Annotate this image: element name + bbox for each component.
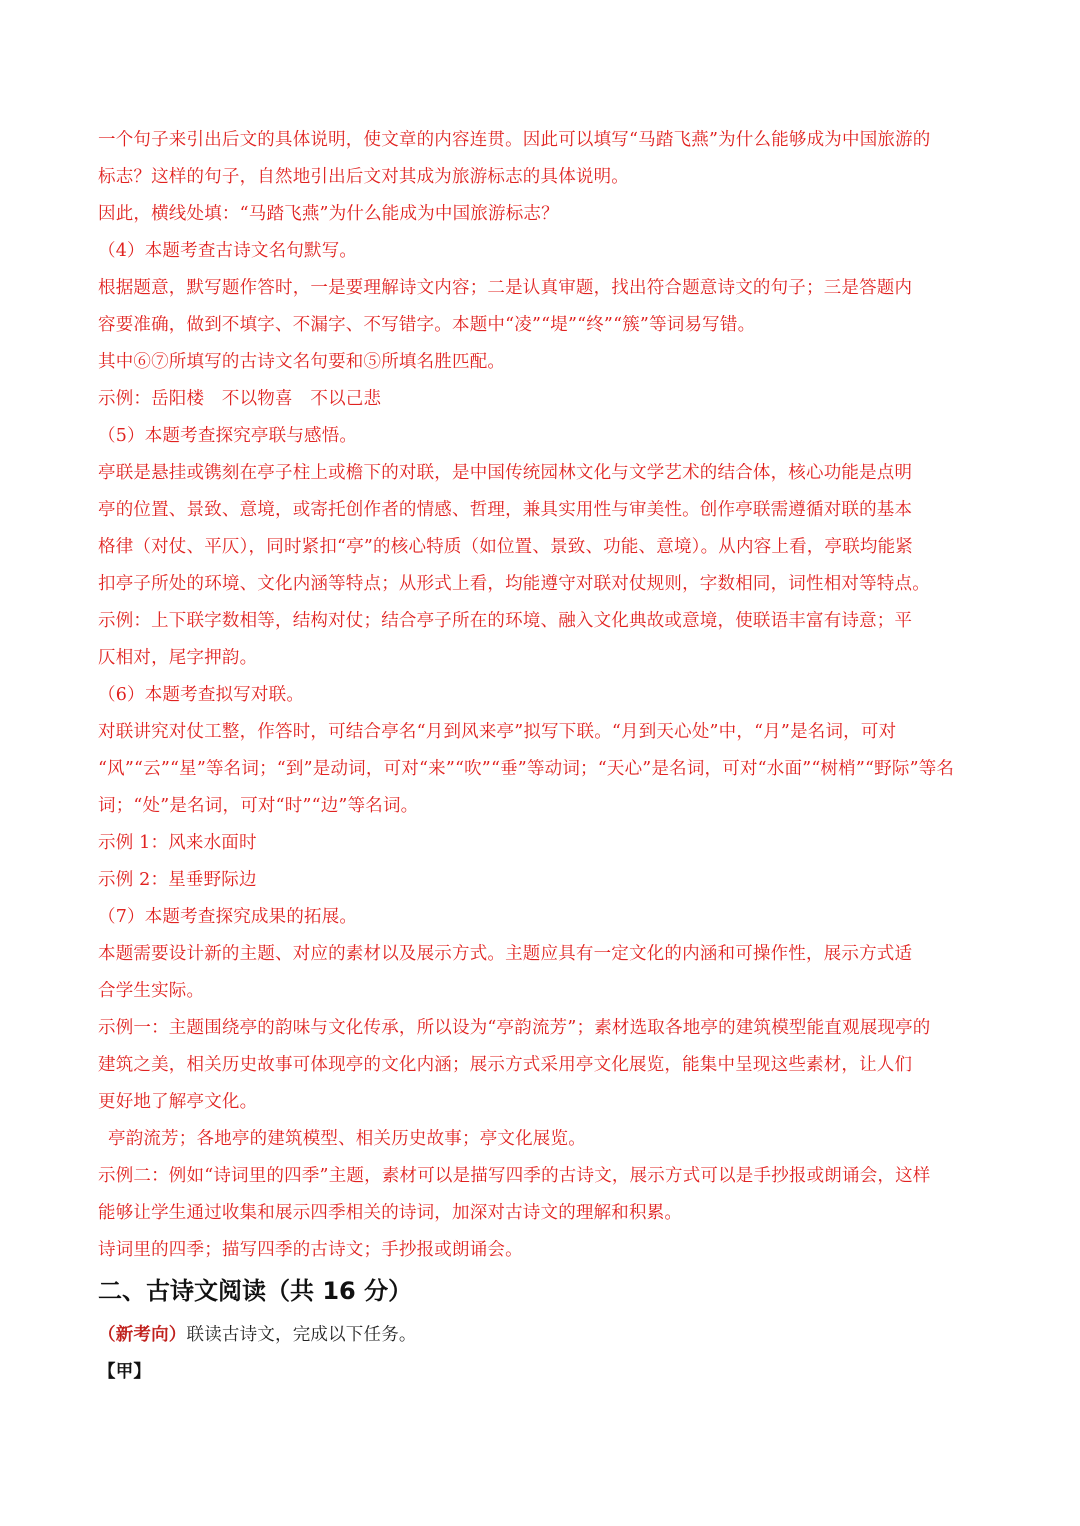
answer-line-27: 更好地了解亭文化。 [98,1092,258,1112]
answer-line-5: 根据题意，默写题作答时，一是要理解诗文内容；二是认真审题，找出符合题意诗文的句子；三是答题内 [98,278,913,298]
sub-question-6-heading: （6）本题考查拟写对联。 [98,685,305,705]
answer-line-13: 扣亭子所处的环境、文化内涵等特点；从形式上看，均能遵守对联对仗规则，字数相同，词性相对等特点。 [98,574,930,594]
answer-line-6: 容要准确，做到不填字、不漏字、不写错字。本题中“凌”“堤”“终”“簇”等词易写错。 [98,315,756,335]
passage-label-jia: 【甲】 [98,1362,152,1382]
answer-line-8: 示例：岳阳楼 不以物喜 不以己悲 [98,389,382,409]
section-instruction: 联读古诗文，完成以下任务。 [186,1325,417,1345]
document-content [98,122,988,1391]
answer-line-24: 合学生实际。 [98,981,205,1001]
answer-line-11: 亭的位置、景致、意境，或寄托创作者的情感、哲理，兼具实用性与审美性。创作亭联需遵循对联的基本 [98,500,913,520]
sub-question-4-heading: （4）本题考查古诗文名句默写。 [98,241,358,261]
answer-line-14: 示例：上下联字数相等，结构对仗；结合亭子所在的环境、融入文化典故或意境，使联语丰富有诗意；平 [98,611,913,631]
answer-line-31: 诗词里的四季；描写四季的古诗文；手抄报或朗诵会。 [98,1240,523,1260]
answer-line-25: 示例一：主题围绕亭的韵味与文化传承，所以设为“亭韵流芳”；素材选取各地亭的建筑模型能直观展现亭的 [98,1018,931,1038]
answer-line-23: 本题需要设计新的主题、对应的素材以及展示方式。主题应具有一定文化的内涵和可操作性，展示方式适 [98,944,913,964]
answer-line-10: 亭联是悬挂或镌刻在亭子柱上或檐下的对联，是中国传统园林文化与文学艺术的结合体，核心功能是点明 [98,463,913,483]
answer-line-20: 示例 1：风来水面时 [98,833,257,853]
answer-line-3: 因此，横线处填：“马踏飞燕”为什么能成为中国旅游标志？ [98,204,559,224]
answer-line-26: 建筑之美，相关历史故事可体现亭的文化内涵；展示方式采用亭文化展览，能集中呈现这些素材，让人们 [98,1055,913,1075]
answer-line-18: “风”“云”“星”等名词；“到”是动词，可对“来”“吹”“垂”等动词；“天心”是名词，可对“水面”“树梢”“野际”等名 [98,759,955,779]
answer-line-21: 示例 2：星垂野际边 [98,870,257,890]
answer-line-1: 一个句子来引出后文的具体说明，使文章的内容连贯。因此可以填写“马踏飞燕”为什么能够成为中国旅游的 [98,130,931,150]
answer-line-15: 仄相对，尾字押韵。 [98,648,258,668]
answer-line-2: 标志？这样的句子，自然地引出后文对其成为旅游标志的具体说明。 [98,167,629,187]
passage-label-line [98,1354,988,1391]
section-heading: 二、古诗文阅读（共 16 分） [98,1277,413,1305]
answer-line-28: 亭韵流芳；各地亭的建筑模型、相关历史故事；亭文化展览。 [108,1129,586,1149]
answer-line-12: 格律（对仗、平仄），同时紧扣“亭”的核心特质（如位置、景致、功能、意境）。从内容上看，亭联均能紧 [98,537,913,557]
answer-line-30: 能够让学生通过收集和展示四季相关的诗词，加深对古诗文的理解和积累。 [98,1203,683,1223]
new-direction-tag: （新考向） [98,1325,187,1345]
answer-line-19: 词；“处”是名词，可对“时”“边”等名词。 [98,796,419,816]
answer-line-7: 其中⑥⑦所填写的古诗文名句要和⑤所填名胜匹配。 [98,352,506,372]
sub-question-7-heading: （7）本题考查探究成果的拓展。 [98,907,358,927]
sub-question-5-heading: （5）本题考查探究亭联与感悟。 [98,426,358,446]
answer-line-29: 示例二：例如“诗词里的四季”主题，素材可以是描写四季的古诗文，展示方式可以是手抄报或朗诵会，这样 [98,1166,931,1186]
answer-line-17: 对联讲究对仗工整，作答时，可结合亭名“月到风来亭”拟写下联。“月到天心处”中，“月”是名词，可对 [98,722,897,742]
section-instruction-line [98,1317,988,1354]
